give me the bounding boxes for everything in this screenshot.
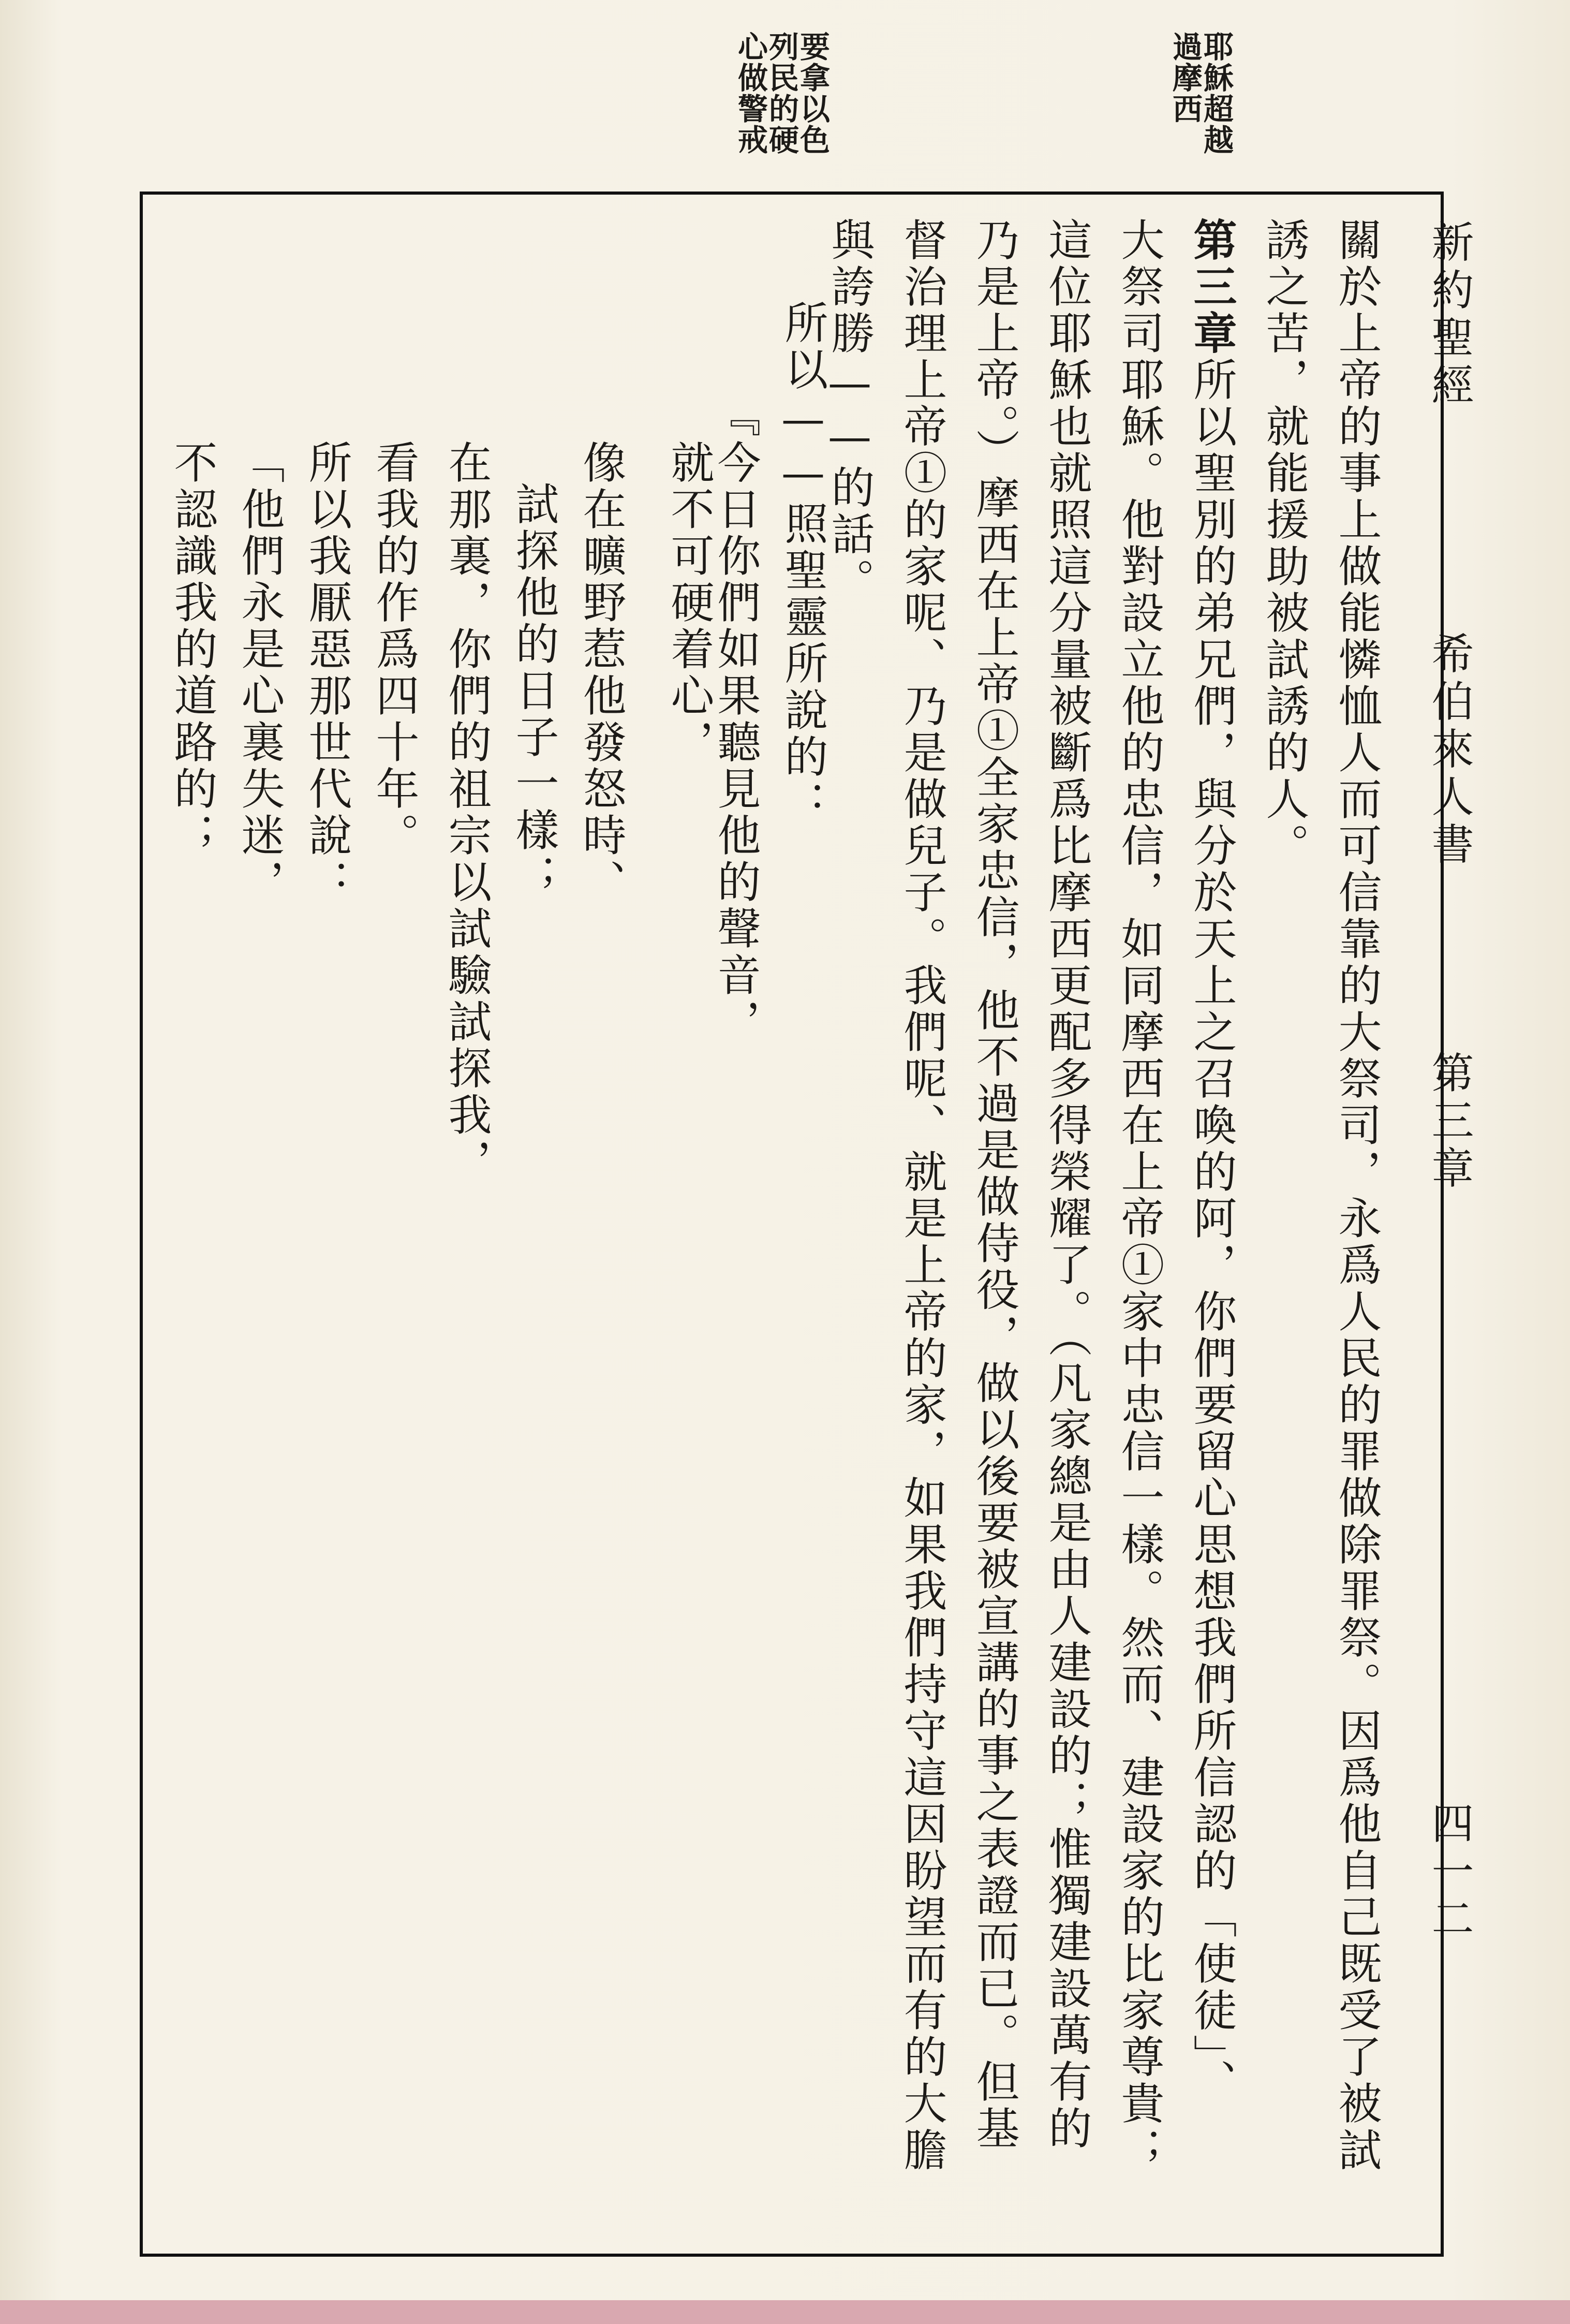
text-column: 『今日你們如果聽見他的聲音， xyxy=(710,393,761,1046)
text-column: 乃是上帝。）摩西在上帝①全家忠信，他不過是做侍役，做以後要被宣講的事之表證而已。但基 xyxy=(969,217,1020,2152)
book-title: 新約聖經 xyxy=(1425,220,1474,410)
text-column: 誘之苦，就能援助被試誘的人。 xyxy=(1259,217,1310,870)
chapter-heading: 第三章 xyxy=(1425,1051,1474,1194)
text-column: 關於上帝的事上做能憐恤人而可信靠的大祭司，永爲人民的罪做除罪祭。因爲他自己既受了被試 xyxy=(1331,217,1382,2174)
epistle-title: 希伯來人書 xyxy=(1425,631,1474,870)
text-column: 所以我厭惡那世代說： xyxy=(302,440,352,906)
text-column: 這位耶穌也就照這分量被斷爲比摩西更配多得榮耀了。（凡家總是由人建設的；惟獨建設萬有的 xyxy=(1042,217,1092,2152)
text-column: 就不可硬着心， xyxy=(664,440,715,766)
text-column: 「他們永是心裏失迷， xyxy=(234,440,285,906)
text-column: 在那裏，你們的祖宗以試驗試探我， xyxy=(441,440,492,1185)
chapter-label: 第三章 xyxy=(1187,217,1238,357)
text-run: 所以聖別的弟兄們，與分於天上之召喚的阿，你們要留心思想我們所信認的「使徒」、 xyxy=(1187,357,1237,2106)
text-column: 不認識我的道路的； xyxy=(167,440,218,859)
margin-note: 耶穌超越過摩西 xyxy=(1167,31,1234,155)
page-number: 四一二 xyxy=(1425,1801,1474,1944)
text-column: 像在曠野惹他發怒時、 xyxy=(576,440,627,906)
text-column: 看我的作爲四十年。 xyxy=(369,440,420,859)
text-column: 大祭司耶穌。他對設立他的忠信，如同摩西在上帝①家中忠信一樣。然而、建設家的比家尊貴； xyxy=(1114,217,1165,2174)
text-column: 試探他的日子一樣； xyxy=(509,481,559,901)
text-column: 與誇勝——的話。 xyxy=(824,217,875,605)
text-column xyxy=(1187,217,1238,2106)
page-edge xyxy=(0,2300,1570,2324)
text-column: 督治理上帝①的家呢、乃是做兒子。我們呢、就是上帝的家，如果我們持守這因盼望而有的大膽 xyxy=(897,217,947,2174)
text-column: 所以——照聖靈所說的： xyxy=(778,300,828,827)
margin-note: 要拿以色列民的硬心做警戒 xyxy=(733,31,830,155)
